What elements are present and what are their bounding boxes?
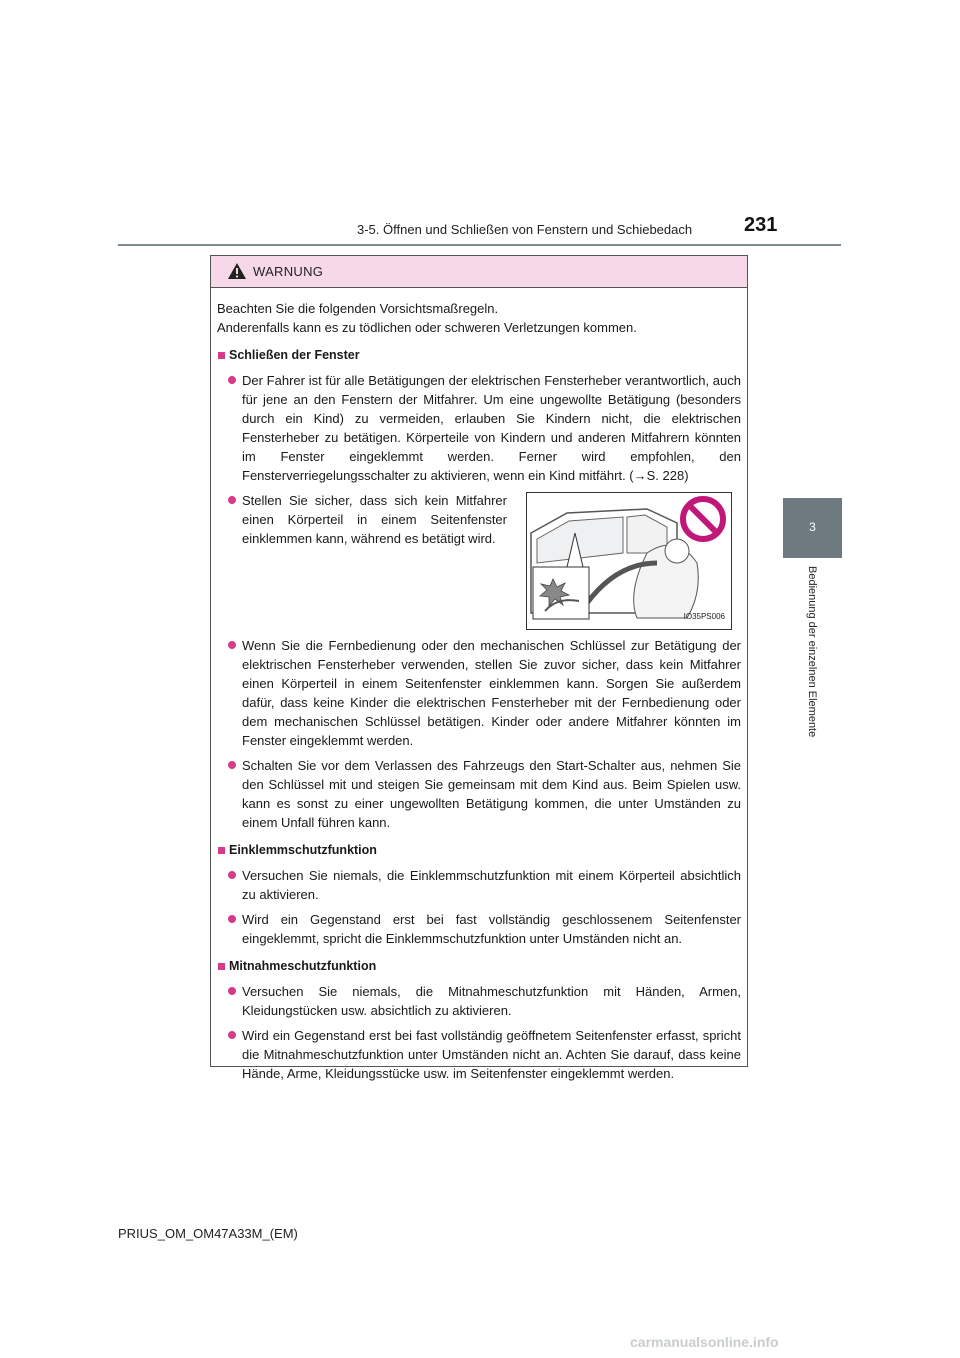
section-heading-catch-protection xyxy=(217,957,741,976)
warning-box xyxy=(210,255,748,1081)
intro-line-2: Anderenfalls kann es zu tödlichen oder schweren Verletzungen kommen. xyxy=(217,320,637,335)
round-bullet-icon xyxy=(228,915,236,923)
section-heading-text: Mitnahmeschutzfunktion xyxy=(229,959,377,973)
list-item-text: Versuchen Sie niemals, die Einklemmschutzfunktion mit einem Körperteil absichtlich zu aktivieren. xyxy=(242,868,741,902)
list-item-text: Schalten Sie vor dem Verlassen des Fahrzeugs den Start-Schalter aus, nehmen Sie den Schlüssel mit und steigen Sie gemeinsam mit dem Kind aus. Beim Spielen usw. kann es sonst zu einer ungewollten Betätigung kommen, die unter Umständen zu einem Unfall führen kann. xyxy=(242,758,741,830)
intro-line-1: Beachten Sie die folgenden Vorsichtsmaßregeln. xyxy=(217,301,499,316)
round-bullet-icon xyxy=(228,496,236,504)
list-item-text: Stellen Sie sicher, dass sich kein Mitfahrer einen Körperteil in einem Seitenfenster einklemmen kann, während es betätigt wird. xyxy=(242,493,507,546)
round-bullet-icon xyxy=(228,987,236,995)
list-item-text: Wird ein Gegenstand erst bei fast vollständig geöffnetem Seitenfenster erfasst, spricht die Mitnahmeschutzfunktion unter Umständen nicht an. Achten Sie darauf, dass keine Hände, Arme, Kleidungsstücke usw. im Seitenfenster eingeklemmt werden. xyxy=(242,1028,741,1081)
list-item xyxy=(217,756,741,832)
list-item-text: Wenn Sie die Fernbedienung oder den mechanischen Schlüssel zur Betätigung der elektrischen Fensterheber verwenden, stellen Sie zuvor sicher, dass kein Mitfahrer einen Körperteil in einem Seitenfenster einklemmen kann. Sorgen Sie außerdem dafür, dass keine Kinder die elektrischen Fensterheber mit der Fernbedienung oder dem mechanischen Schlüssel betätigen. Kinder oder andere Mitfahrer könnten im Fenster eingeklemmt werden. xyxy=(242,638,741,748)
round-bullet-icon xyxy=(228,761,236,769)
section-heading-anti-pinch xyxy=(217,841,741,860)
list-item xyxy=(217,982,741,1020)
round-bullet-icon xyxy=(228,376,236,384)
warning-header xyxy=(211,256,747,288)
list-item-with-illustration xyxy=(217,491,741,630)
document-code: PRIUS_OM_OM47A33M_(EM) xyxy=(118,1226,298,1241)
warning-triangle-icon xyxy=(227,262,247,285)
warning-body xyxy=(211,288,747,1083)
pinched-hand-window-illustration xyxy=(526,492,732,630)
list-item-text: Wird ein Gegenstand erst bei fast vollständig geschlossenem Seitenfenster eingeklemmt, spricht die Einklemmschutzfunktion unter Umständen nicht an. xyxy=(242,912,741,946)
chapter-tab-number: 3 xyxy=(809,520,816,534)
square-bullet-icon xyxy=(218,963,225,970)
list-item xyxy=(217,910,741,948)
list-item xyxy=(217,371,741,485)
square-bullet-icon xyxy=(218,352,225,359)
chapter-tab-title: Bedienung der einzelnen Elemente xyxy=(806,566,818,738)
round-bullet-icon xyxy=(228,641,236,649)
list-item xyxy=(217,866,741,904)
section-heading-closing-windows xyxy=(217,346,741,365)
illustration-code: IO35PS006 xyxy=(683,612,725,621)
round-bullet-icon xyxy=(228,871,236,879)
list-item xyxy=(217,636,741,750)
watermark: carmanualsonline.info xyxy=(630,1334,779,1350)
warning-intro xyxy=(217,299,741,337)
header-divider xyxy=(118,244,841,246)
list-item xyxy=(217,1026,741,1083)
list-item-text: Der Fahrer ist für alle Betätigungen der elektrischen Fensterheber verantwortlich, auch für jene an den Fenstern der Mitfahrer. Um eine ungewollte Betätigung (besonders durch ein Kind) zu vermeiden, erlauben Sie Kindern nicht, die elektrischen Fensterheber zu betätigen. Körperteile von Kindern und anderen Mitfahrern könnten im Fenster eingeklemmt werden. Ferner wird empfohlen, den Fensterverriegelungsschalter zu aktivieren, wenn ein Kind mitfährt. (→S. 228) xyxy=(242,373,741,483)
section-heading-text: Schließen der Fenster xyxy=(229,348,360,362)
page-number: 231 xyxy=(744,214,778,236)
section-heading-text: Einklemmschutzfunktion xyxy=(229,843,377,857)
header-section-title: 3-5. Öffnen und Schließen von Fenstern und Schiebedach xyxy=(357,222,693,237)
list-item-text: Versuchen Sie niemals, die Mitnahmeschutzfunktion mit Händen, Armen, Kleidungstücken usw. absichtlich zu aktivieren. xyxy=(242,984,741,1018)
chapter-tab xyxy=(783,498,842,558)
square-bullet-icon xyxy=(218,847,225,854)
round-bullet-icon xyxy=(228,1031,236,1039)
warning-title: WARNUNG xyxy=(253,264,324,279)
